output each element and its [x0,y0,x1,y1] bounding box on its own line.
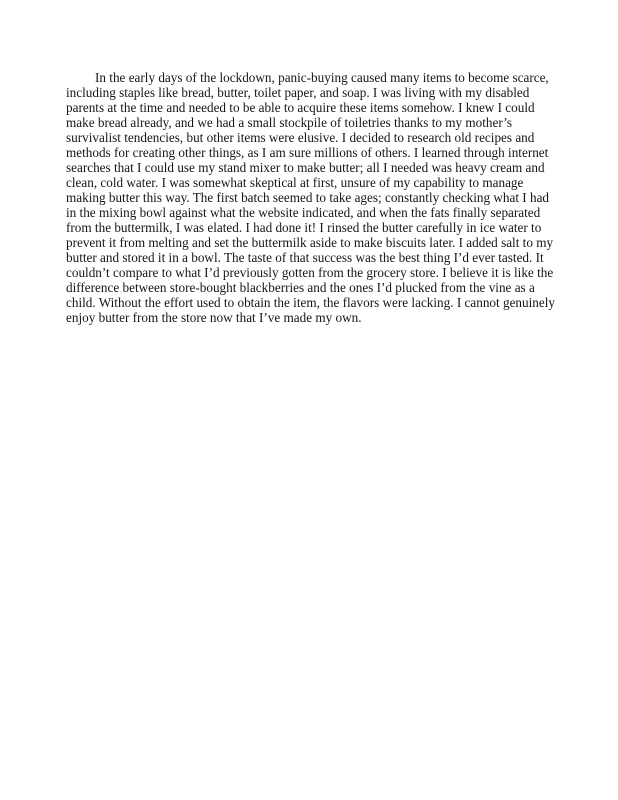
body-paragraph: In the early days of the lockdown, panic-buying caused many items to become scarce, including staples like bread, butter, toilet paper, and soap. I was living with my disabled parents at the time and needed to be able to acquire these items somehow. I knew I could make bread already, and we had a small stockpile of toiletries thanks to my mother’s survivalist tendencies, but other items were elusive. I decided to research old recipes and methods for creating other things, as I am sure millions of others. I learned through internet searches that I could use my stand mixer to make butter; all I needed was heavy cream and clean, cold water. I was somewhat skeptical at first, unsure of my capability to manage making butter this way. The first batch seemed to take ages; constantly checking what I had in the mixing bowl against what the website indicated, and when the fats finally separated from the buttermilk, I was elated. I had done it! I rinsed the butter carefully in ice water to prevent it from melting and set the buttermilk aside to make biscuits later. I added salt to my butter and stored it in a bowl. The taste of that success was the best thing I’d ever tasted. It couldn’t compare to what I’d previously gotten from the grocery store. I believe it is like the difference between store-bought blackberries and the ones I’d plucked from the vine as a child. Without the effort used to obtain the item, the flavors were lacking. I cannot genuinely enjoy butter from the store now that I’ve made my own. [66,70,555,325]
